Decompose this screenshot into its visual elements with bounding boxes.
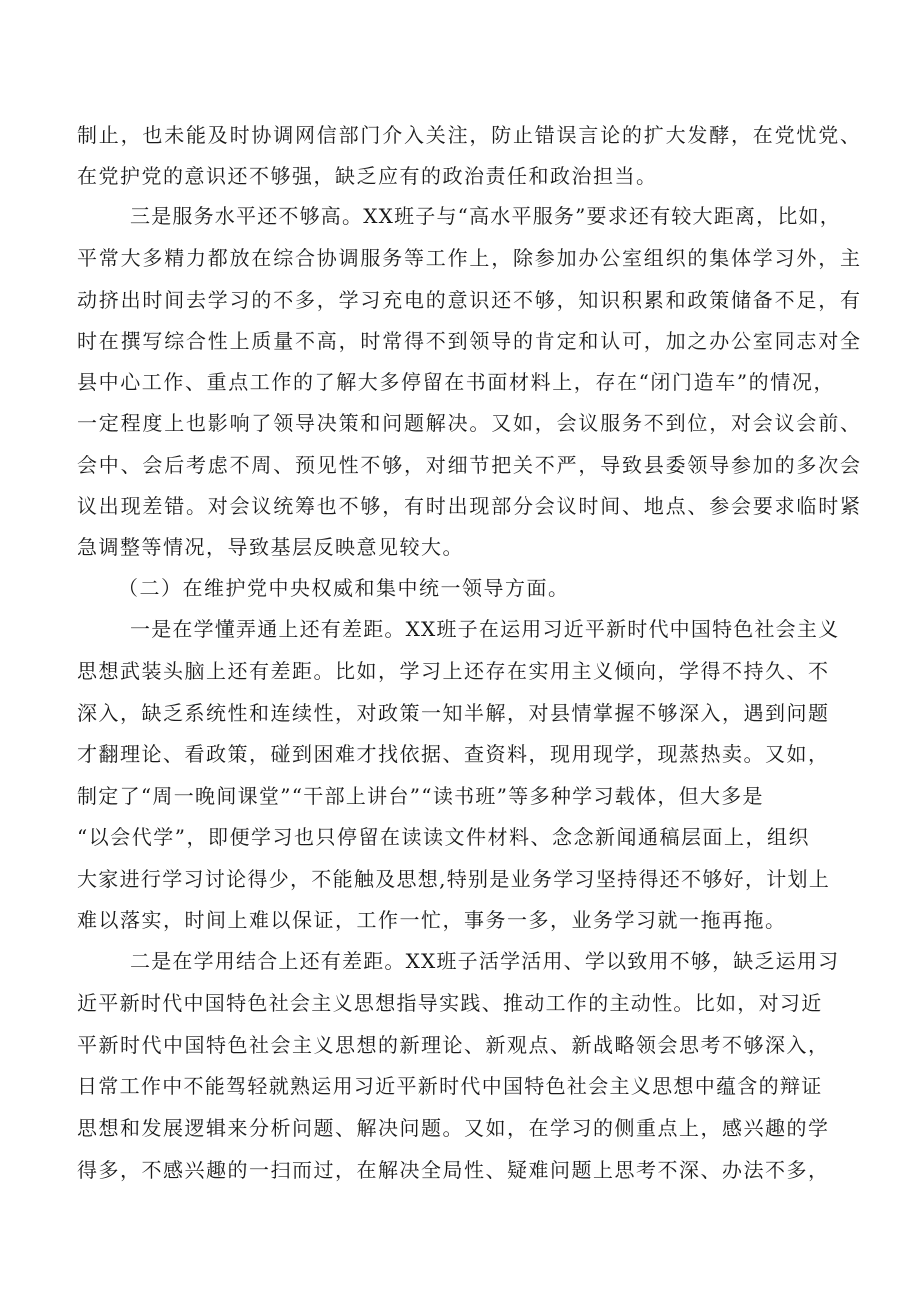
text-line: 大家进行学习讨论得少，不能触及思想,特别是业务学习坚持得还不够好，计划上: [77, 867, 831, 891]
text-line: 平常大多精力都放在综合协调服务等工作上，除参加办公室组织的集体学习外，主: [77, 246, 862, 270]
text-line: 动挤出时间去学习的不多，学习充电的意识还不够，知识积累和政策储备不足，有: [77, 288, 862, 312]
text-line: 三是服务水平还不够高。XX班子与“高水平服务”要求还有较大距离，比如，: [130, 204, 841, 228]
section-heading: （二）在维护党中央权威和集中统一领导方面。: [118, 576, 570, 600]
text-line: 日常工作中不能驾轻就熟运用习近平新时代中国特色社会主义思想中蕴含的辩证: [77, 1074, 823, 1098]
text-line: 一定程度上也影响了领导决策和问题解决。又如，会议服务不到位，对会议会前、: [77, 411, 862, 435]
text-line: 在党护党的意识还不够强，缺乏应有的政治责任和政治担当。: [77, 164, 658, 188]
text-line: 制定了“周一晚间课堂”“干部上讲台”“读书班”等多种学习载体，但大多是: [77, 784, 764, 808]
text-line: 平新时代中国特色社会主义思想的新理论、新观点、新战略领会思考不够深入，: [77, 1033, 830, 1057]
text-line: “以会代学”，即便学习也只停留在读读文件材料、念念新闻通稿层面上，组织: [77, 825, 810, 849]
text-line: 一是在学懂弄通上还有差距。XX班子在运用习近平新时代中国特色社会主义: [130, 617, 840, 641]
text-line: 时在撰写综合性上质量不高，时常得不到领导的肯定和认可，加之办公室同志对全: [77, 329, 862, 353]
text-line: 难以落实，时间上难以保证，工作一忙，事务一多，业务学习就一拖再拖。: [77, 908, 787, 932]
text-line: 才翻理论、看政策，碰到困难才找依据、查资料，现用现学，现蒸热卖。又如，: [77, 742, 830, 766]
text-line: 议出现差错。对会议统筹也不够，有时出现部分会议时间、地点、参会要求临时紧: [77, 494, 862, 518]
text-line: 近平新时代中国特色社会主义思想指导实践、推动工作的主动性。比如，对习近: [77, 991, 823, 1015]
text-line: 思想武装头脑上还有差距。比如，学习上还存在实用主义倾向，学得不持久、不: [77, 659, 830, 683]
text-line: 会中、会后考虑不周、预见性不够，对细节把关不严，导致县委领导参加的多次会: [77, 453, 862, 477]
text-line: 二是在学用结合上还有差距。XX班子活学活用、学以致用不够，缺乏运用习: [130, 949, 840, 973]
text-line: 县中心工作、重点工作的了解大多停留在书面材料上，存在“闭门造车”的情况，: [77, 370, 836, 394]
text-line: 制止，也未能及时协调网信部门介入关注，防止错误言论的扩大发酵，在党忧党、: [77, 123, 862, 147]
text-line: 急调整等情况，导致基层反映意见较大。: [77, 535, 464, 559]
text-line: 思想和发展逻辑来分析问题、解决问题。又如，在学习的侧重点上，感兴趣的学: [77, 1116, 830, 1140]
text-line: 得多，不感兴趣的一扫而过，在解决全局性、疑难问题上思考不深、办法不多，: [77, 1158, 830, 1182]
text-line: 深入，缺乏系统性和连续性，对政策一知半解，对县情掌握不够深入，遇到问题: [77, 701, 830, 725]
